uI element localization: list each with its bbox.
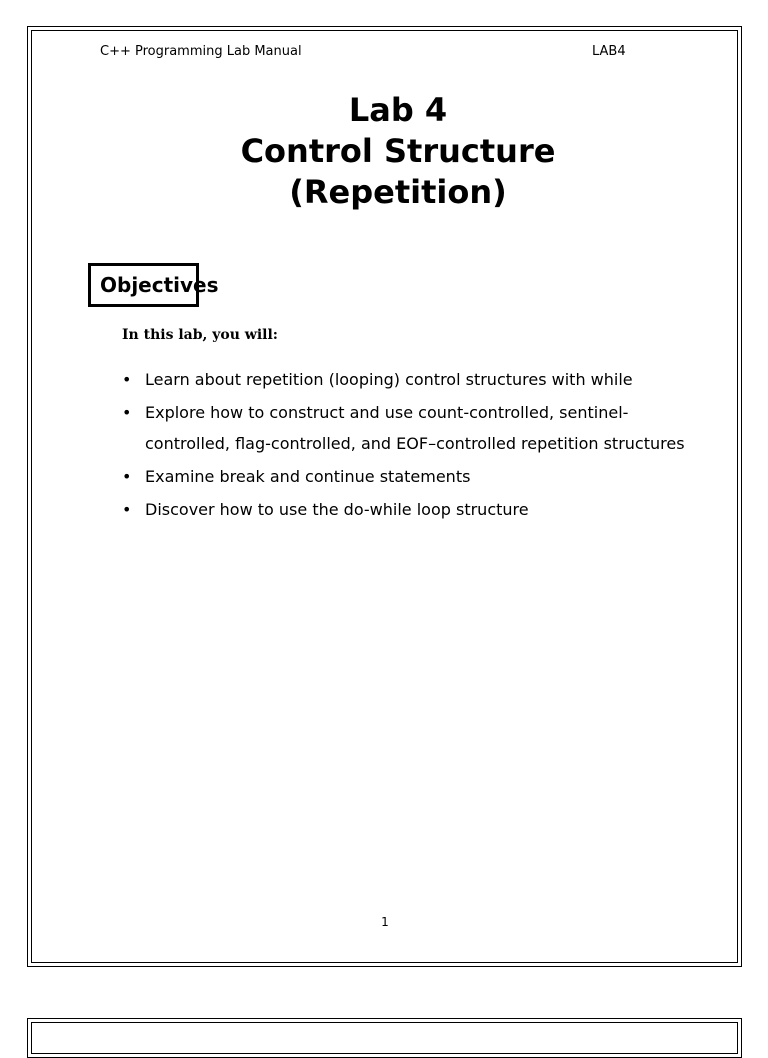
list-item-text: Learn about repetition (looping) control structures with while <box>145 370 633 389</box>
bullet-icon: • <box>122 370 132 389</box>
list-item-text: Discover how to use the do-while loop structure <box>145 500 529 519</box>
list-item-text: Explore how to construct and use count-controlled, sentinel-controlled, flag-controlled, and EOF–controlled repetition structures <box>145 403 685 453</box>
list-item-text: Examine break and continue statements <box>145 467 471 486</box>
next-document-page <box>27 1018 742 1058</box>
bullet-icon: • <box>122 500 132 519</box>
lab-subtitle: Control Structure <box>240 132 556 170</box>
list-item <box>122 397 702 459</box>
list-item <box>122 494 702 525</box>
lab-title: Lab 4 <box>348 91 448 129</box>
page-number: 1 <box>381 915 389 929</box>
header-manual-title: C++ Programming Lab Manual <box>100 44 302 59</box>
objectives-list <box>122 364 702 527</box>
objectives-heading: Objectives <box>100 273 219 297</box>
header-lab-code: LAB4 <box>592 44 626 59</box>
next-page-inner-border <box>31 1022 738 1054</box>
list-item <box>122 364 702 395</box>
list-item <box>122 461 702 492</box>
bullet-icon: • <box>122 467 132 486</box>
objectives-intro: In this lab, you will: <box>122 327 278 343</box>
bullet-icon: • <box>122 403 132 422</box>
lab-subtitle-topic: (Repetition) <box>289 173 507 211</box>
